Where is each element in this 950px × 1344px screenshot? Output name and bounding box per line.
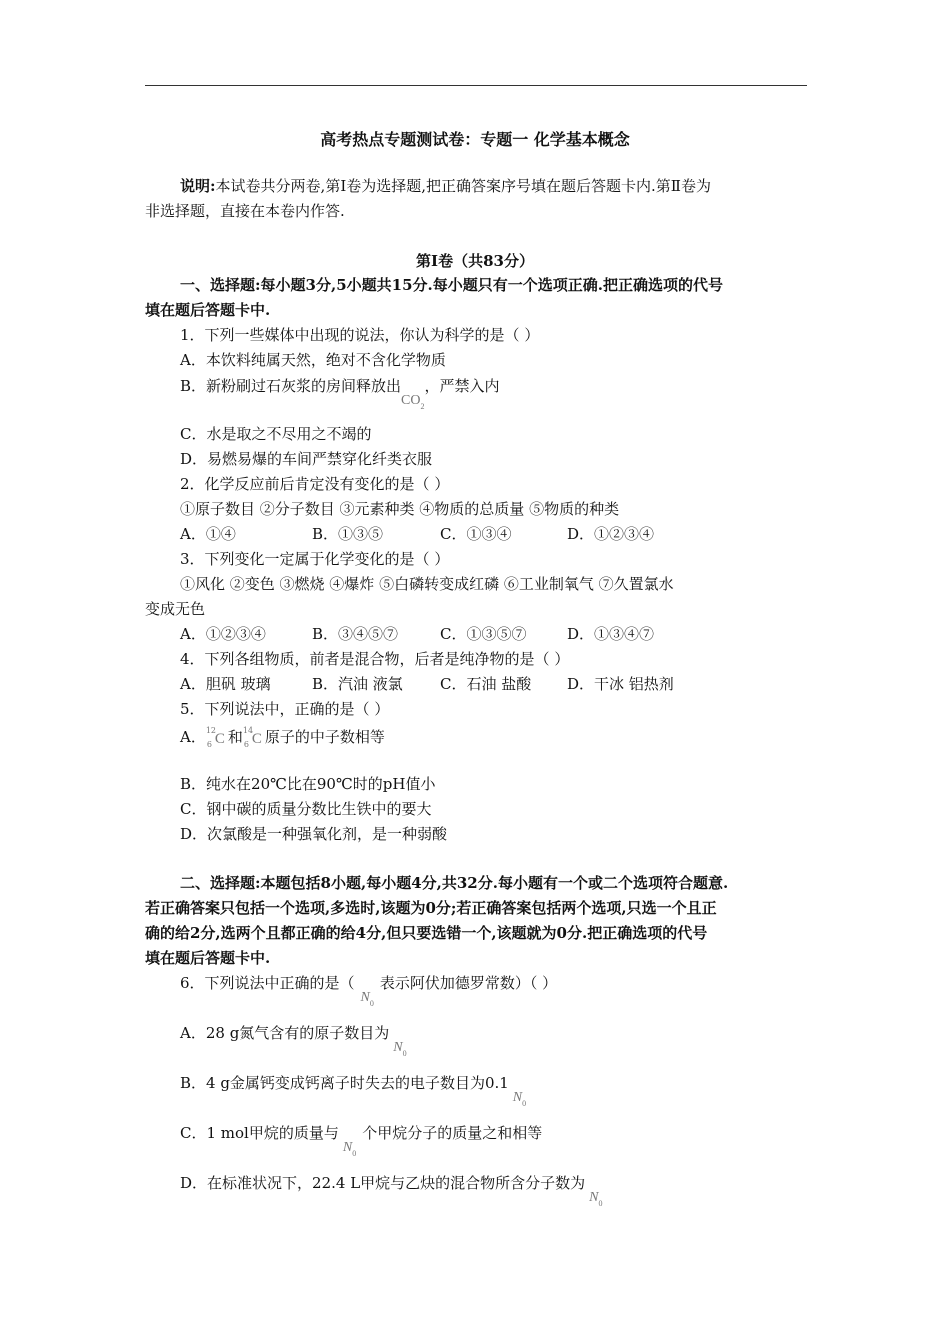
q3-items-1: ①风化 ②变色 ③燃烧 ④爆炸 ⑤白磷转变成红磷 ⑥工业制氧气 ⑦久置氯水	[180, 575, 674, 593]
q3-option-c: C．①③⑤⑦	[440, 625, 527, 643]
section1-line-1: 一、选择题:每小题3分,5小题共15分.每小题只有一个选项正确.把正确选项的代号	[180, 276, 723, 294]
avogadro-symbol	[342, 1140, 357, 1158]
header-rule	[145, 85, 807, 86]
isotope-atomic-number: 6	[243, 740, 249, 749]
q4-option-b: B．汽油 液氯	[312, 675, 403, 693]
q6-stem-pre: 6．下列说法中正确的是（	[180, 974, 355, 992]
q1-option-d: D．易燃易爆的车间严禁穿化纤类衣服	[180, 450, 433, 468]
q1-option-c: C．水是取之不尽用之不竭的	[180, 425, 372, 443]
q2-option-c: C．①③④	[440, 525, 512, 543]
q4-stem: 4．下列各组物质，前者是混合物，后者是纯净物的是（ ）	[180, 650, 570, 668]
q6-option-a	[180, 1023, 407, 1058]
intro-text-1: 本试卷共分两卷,第Ⅰ卷为选择题,把正确答案序号填在题后答题卡内.第Ⅱ卷为	[215, 177, 711, 195]
intro-line-1	[180, 176, 711, 196]
q5-option-c: C．钢中碳的质量分数比生铁中的要大	[180, 800, 432, 818]
avogadro-sub: 0	[369, 999, 374, 1008]
carbon-12-isotope	[206, 726, 228, 750]
avogadro-n: N	[393, 1040, 403, 1055]
q1-option-b-post: ，严禁入内	[424, 377, 500, 395]
avogadro-symbol	[393, 1040, 407, 1058]
avogadro-sub: 0	[352, 1149, 357, 1158]
q3-option-a: A．①②③④	[180, 625, 266, 643]
avogadro-n: N	[342, 1140, 353, 1155]
q5-option-d: D．次氯酸是一种强氧化剂，是一种弱酸	[180, 825, 448, 843]
q6-option-b-text: B．4 g金属钙变成钙离子时失去的电子数目为0.1	[180, 1074, 509, 1092]
q5-option-b: B．纯水在20℃比在90℃时的pH值小	[180, 775, 436, 793]
q2-stem: 2．化学反应前后肯定没有变化的是（ ）	[180, 475, 450, 493]
q5-option-a	[180, 726, 385, 750]
avogadro-symbol	[512, 1090, 527, 1108]
avogadro-sub: 0	[598, 1199, 603, 1208]
q6-option-c	[180, 1123, 543, 1158]
q6-option-b	[180, 1073, 527, 1108]
section2-line-1: 二、选择题:本题包括8小题,每小题4分,共32分.每小题有一个或二个选项符合题意.	[180, 874, 729, 892]
co2-subscript: 2	[420, 402, 425, 411]
section1-line-2: 填在题后答题卡中.	[145, 301, 271, 319]
avogadro-n: N	[512, 1090, 523, 1105]
avogadro-n: N	[589, 1190, 599, 1205]
q6-option-c-pre: C．1 mol甲烷的质量与	[180, 1124, 339, 1142]
section2-line-2: 若正确答案只包括一个选项,多选时,该题为0分;若正确答案包括两个选项,只选一个且正	[145, 899, 717, 917]
q4-option-d: D．干冰 铝热剂	[567, 675, 674, 693]
exam-title: 高考热点专题测试卷：专题一 化学基本概念	[320, 130, 630, 149]
q3-items-2: 变成无色	[145, 600, 206, 618]
q6-stem-post: 表示阿伏加德罗常数）（ ）	[379, 974, 558, 992]
avogadro-n: N	[360, 990, 370, 1005]
section2-line-4: 填在题后答题卡中.	[145, 949, 271, 967]
q2-option-a: A．①④	[180, 525, 236, 543]
part1-heading: 第Ⅰ卷（共83分）	[416, 252, 534, 270]
avogadro-symbol	[589, 1190, 603, 1208]
isotope-atomic-number: 6	[206, 740, 212, 749]
intro-label: 说明:	[180, 177, 216, 195]
avogadro-sub: 0	[402, 1049, 407, 1058]
q5-option-a-pre: A．	[180, 728, 206, 746]
q1-stem: 1．下列一些媒体中出现的说法，你认为科学的是（ ）	[180, 326, 540, 344]
q6-stem	[180, 973, 558, 1008]
isotope-symbol: C	[214, 731, 225, 747]
q5-option-a-post: 原子的中子数相等	[264, 728, 385, 746]
co2-formula	[401, 393, 425, 411]
isotope-mass-number: 14	[242, 726, 254, 735]
q4-option-a: A．胆矾 玻璃	[180, 675, 271, 693]
q5-stem: 5．下列说法中，正确的是（ ）	[180, 700, 390, 718]
q2-items: ①原子数目 ②分子数目 ③元素种类 ④物质的总质量 ⑤物质的种类	[180, 500, 620, 518]
avogadro-sub: 0	[522, 1099, 527, 1108]
isotope-mass-number: 12	[205, 726, 217, 735]
q1-option-b-pre: B．新粉刷过石灰浆的房间释放出	[180, 377, 402, 395]
q4-option-c: C．石油 盐酸	[440, 675, 532, 693]
q6-option-a-text: A．28 g氮气含有的原子数目为	[180, 1024, 390, 1042]
q3-stem: 3．下列变化一定属于化学变化的是（ ）	[180, 550, 450, 568]
avogadro-symbol	[360, 990, 374, 1008]
q2-option-b: B．①③⑤	[312, 525, 384, 543]
intro-line-2: 非选择题，直接在本卷内作答.	[145, 202, 345, 220]
q6-option-c-post: 个甲烷分子的质量之和相等	[362, 1124, 543, 1142]
q3-option-b: B．③④⑤⑦	[312, 625, 399, 643]
carbon-14-isotope	[243, 726, 265, 750]
q6-option-d-text: D．在标准状况下，22.4 L甲烷与乙炔的混合物所含分子数为	[180, 1174, 586, 1192]
isotope-symbol: C	[251, 731, 262, 747]
q5-option-a-and: 和	[227, 728, 243, 746]
section2-line-3: 确的给2分,选两个且都正确的给4分,但只要选错一个,该题就为0分.把正确选项的代号	[145, 924, 708, 942]
q6-option-d	[180, 1173, 603, 1208]
co2-symbol: CO	[401, 393, 421, 408]
q1-option-a: A．本饮料纯属天然，绝对不含化学物质	[180, 351, 446, 369]
q1-option-b	[180, 376, 500, 411]
q2-option-d: D．①②③④	[567, 525, 655, 543]
q3-option-d: D．①③④⑦	[567, 625, 655, 643]
